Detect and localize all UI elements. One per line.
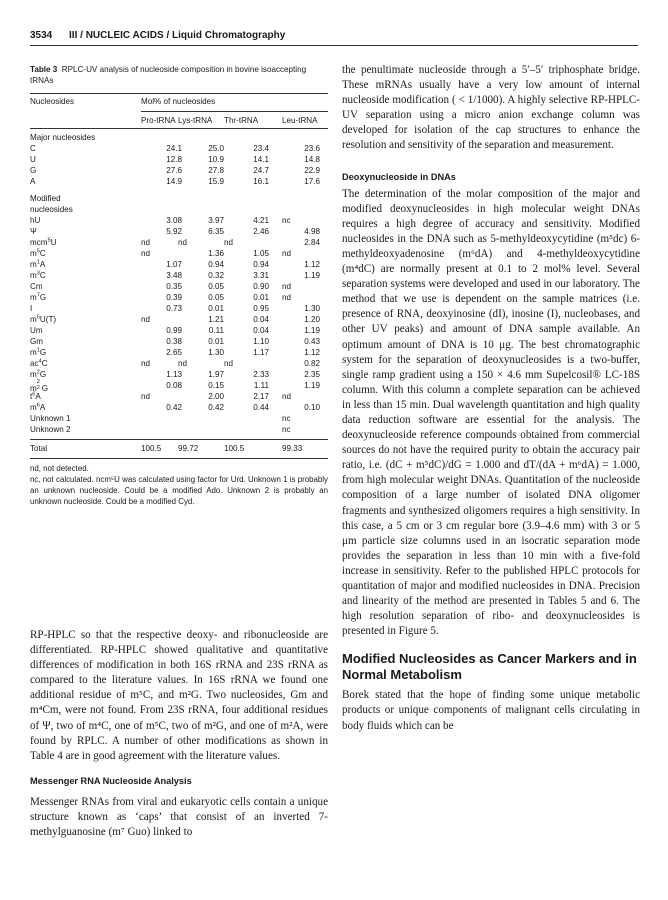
- nucleoside-name: Gm: [30, 337, 44, 346]
- table-row: [30, 154, 328, 165]
- table-cell: 1.21: [208, 315, 224, 324]
- name-suffix: C: [41, 359, 48, 368]
- footnote-nd: nd, not detected.: [30, 464, 89, 473]
- table-cell: 10.9: [208, 155, 224, 164]
- nucleoside-name: [30, 358, 48, 369]
- table-cell: 3.97: [208, 216, 224, 225]
- table-cell: 0.04: [253, 315, 269, 324]
- table-row: [30, 259, 328, 270]
- section-modified: [30, 193, 328, 204]
- name-prefix: m: [30, 384, 37, 393]
- name-superscript: 1: [36, 259, 40, 266]
- table-cell: 0.39: [166, 293, 182, 302]
- table-cell: nc: [282, 414, 291, 423]
- table-top-rule: [30, 93, 328, 94]
- right-paragraph-dna: The determination of the molar composition of the major and modified deoxynucleosides in high molecular weight DNAs requires a high degree of accuracy and sensitivity. Modified nucleosides in the DNA such as 5-methyldeoxycytidine (m⁵dc) 6-methyldeoxyadenosine (m⁶dA) and 4-methyldeoxycytidine (m⁴dC) are normally present at 0.1 to 2 mol% level. Several separation systems were developed and used in our laboratory. The method that we use is dependent on the sample matrices (i.e. presence of RNA, deoxyinosine (dI), inosine (I), nucleobases, and other UV peaks) and amount of DNA sample available. An optimum amount of DNA is 10 μg. The best chromatographic system for the separation of deoxynucleosides is a two-buffer, single ramp gradient using a 150 × 4.6 mm Supelcosil® LC-18S column. With this column a complete separation can be achieved in less than 15 min. Dual wavelength quantitation and high quality data reduction software are essential for the analysis. The deoxynucleoside reference compounds obtained from commercial sources do not have the required purity to obtain the accuracy pair ratio, i.e. (dC + m⁵dC)/dG = 1.000 and dT/(dA + m⁶dA) = 1.000, from high molecular weight DNAs. Quantitation of the nucleoside composition of a large number of isolated DNA oligomer fragments and synthesized oligomers requires a high sensitivity. In this case, a 5 cm or 3 cm regular bore (3.9–4.6 mm) with 3 or 5 μm particle size columns used in an isocratic separation mode provides the separation in less than 10 min with a five-fold increase in sensitivity. Refer to the published HPLC protocols for quantitation of major and modified nucleosides in DNA. Precision and linearity of the method are presented in Tables 5 and 6. The high resolution separation of ribo- and deoxynucleosides is presented in Figure 5.: [342, 187, 640, 638]
- table-row: [30, 237, 328, 248]
- table-cell: nd: [141, 249, 151, 258]
- table-cell: 16.1: [253, 177, 269, 186]
- table-cell: 0.32: [208, 271, 224, 280]
- table-row: [30, 402, 328, 413]
- name-superscript: 5: [36, 248, 40, 255]
- table-cell: 6.35: [208, 227, 224, 236]
- nucleoside-name: Unknown 2: [30, 425, 71, 434]
- table-cell: 2.17: [253, 392, 269, 401]
- total-value: 100.5: [141, 444, 162, 453]
- table-cell: 5.92: [166, 227, 182, 236]
- table-cell: nd: [141, 238, 151, 247]
- total-value: 100.5: [224, 444, 245, 453]
- table-row: [30, 248, 328, 259]
- table-row: [30, 424, 328, 435]
- table-cell: 4.21: [253, 216, 269, 225]
- header-bottom-rule: [30, 128, 328, 129]
- heading-cancer-markers: Modified Nucleosides as Cancer Markers and in Normal Metabolism: [342, 651, 637, 683]
- name-superscript: 5: [36, 314, 40, 321]
- header-rule: [30, 45, 638, 46]
- table-row: [30, 380, 328, 391]
- col-leu: Leu-tRNA: [282, 116, 318, 125]
- nucleoside-name: [30, 237, 57, 248]
- name-prefix: m: [30, 249, 37, 258]
- name-prefix: m: [30, 348, 37, 357]
- section-modified-label: Modified: [30, 194, 61, 203]
- table-cell: 23.6: [304, 144, 320, 153]
- table-footnotes: [30, 463, 328, 507]
- section-major: [30, 132, 328, 143]
- table-cell: nc: [282, 425, 291, 434]
- table-cell: 15.9: [208, 177, 224, 186]
- table-cell: 0.90: [253, 282, 269, 291]
- section-modified-cont-label: nucleosides: [30, 205, 73, 214]
- name-suffix: U(T): [39, 315, 57, 324]
- name-superscript: 3: [36, 270, 40, 277]
- table-caption-text: RPLC-UV analysis of nucleoside composition in bovine isoaccepting tRNAs: [30, 65, 307, 85]
- name-superscript: 6: [32, 391, 36, 398]
- name-suffix: G: [39, 348, 47, 357]
- nucleoside-name: [30, 248, 46, 259]
- table-cell: 0.95: [253, 304, 269, 313]
- table-cell: 0.42: [208, 403, 224, 412]
- nucleoside-name: [30, 259, 45, 270]
- col-nucleosides: Nucleosides: [30, 97, 75, 106]
- name-prefix: m: [30, 260, 37, 269]
- table-cell: 12.8: [166, 155, 182, 164]
- nucleoside-name: hU: [30, 216, 41, 225]
- table-cell: 22.9: [304, 166, 320, 175]
- table-cell: nd: [282, 249, 292, 258]
- nucleoside-name: [30, 391, 41, 402]
- table-cell: 1.11: [253, 381, 269, 390]
- table-cell: 0.01: [208, 304, 224, 313]
- name-suffix: C: [39, 271, 46, 280]
- nucleoside-name: U: [30, 155, 36, 164]
- nucleoside-name: [30, 270, 46, 281]
- name-superscript: 1: [36, 347, 40, 354]
- table-cell: 3.31: [253, 271, 269, 280]
- nucleoside-name: Ψ: [30, 227, 37, 236]
- left-paragraph-rrna: RP-HPLC so that the respective deoxy- and ribonucleoside are differentiated. RP-HPLC showed qualitative and quantitative differences of modification in both 16S rRNA and 23S rRNA as compared to the literature values. In 16S rRNA we found one additional residue of m⁵C, and m²G. Two nucleosides, Gm and m⁴Cm, were not found. From 23S rRNA, four additional residues of Ψ, two of m⁴C, one of m⁵C, two of m²G, and one of m²A, were found by RPLC. A number of other modifications as shown in Table 4 are in good agreement with the literature values.: [30, 629, 328, 762]
- table-row: [30, 143, 328, 154]
- table-cell: nc: [282, 216, 291, 225]
- table-row: [30, 292, 328, 303]
- nucleoside-name: G: [30, 166, 37, 175]
- nucleoside-name: I: [30, 304, 33, 313]
- page-number: 3534: [30, 30, 53, 41]
- name-superscript: 6: [36, 402, 40, 409]
- table-cell: 0.05: [208, 293, 224, 302]
- table-cell: 1.30: [208, 348, 224, 357]
- table-cell: 1.30: [304, 304, 320, 313]
- left-paragraph-mrna: Messenger RNAs from viral and eukaryotic cells contain a unique structure known as ‘caps’ that consist of an inverted 7-methylguanosine (m⁷ Guo) linked to: [30, 796, 328, 839]
- table-cell: 1.19: [304, 381, 320, 390]
- table-cell: 0.42: [166, 403, 182, 412]
- table-cell: 0.44: [253, 403, 269, 412]
- table-cell: 0.43: [304, 337, 320, 346]
- table-cell: 0.94: [208, 260, 224, 269]
- name-prefix: m: [30, 271, 37, 280]
- table-cell: 1.19: [304, 271, 320, 280]
- total-value: 99.33: [282, 444, 303, 453]
- table-cell: 0.04: [253, 326, 269, 335]
- nucleoside-name: C: [30, 144, 36, 153]
- table-cell: 0.05: [208, 282, 224, 291]
- name-superscript: 7: [36, 292, 40, 299]
- table-cell: 2.84: [304, 238, 320, 247]
- table-row: [30, 413, 328, 424]
- group-rule: [141, 111, 328, 112]
- name-subsup: 2 2: [36, 379, 40, 391]
- table-cell: 2.65: [166, 348, 182, 357]
- nucleoside-name: Um: [30, 326, 43, 335]
- name-prefix: mcm: [30, 238, 48, 247]
- table-cell: 1.12: [304, 260, 320, 269]
- name-suffix: G: [39, 370, 47, 379]
- table-body: [30, 132, 328, 435]
- table-cell: 14.9: [166, 177, 182, 186]
- table-caption: [30, 64, 328, 86]
- table-cell: nd: [282, 392, 292, 401]
- table-cell: 1.97: [208, 370, 224, 379]
- name-suffix: G: [41, 384, 49, 393]
- col-group-label: Mol% of nucleosides: [141, 97, 216, 106]
- name-prefix: t: [30, 392, 33, 401]
- table-cell: 0.35: [166, 282, 182, 291]
- name-prefix: m: [30, 403, 37, 412]
- table-cell: 2.33: [253, 370, 269, 379]
- table-cell: nd: [178, 238, 188, 247]
- table-cell: 17.6: [304, 177, 320, 186]
- name-superscript: 4: [38, 358, 42, 365]
- col-pro: Pro-tRNA: [141, 116, 176, 125]
- table-cell: 23.4: [253, 144, 269, 153]
- table-cell: 0.73: [166, 304, 182, 313]
- table-row: [30, 358, 328, 369]
- name-suffix: U: [50, 238, 57, 247]
- table-cell: 24.7: [253, 166, 269, 175]
- section-modified-cont: [30, 204, 328, 215]
- table-cell: 27.8: [208, 166, 224, 175]
- table-cell: 27.6: [166, 166, 182, 175]
- table-row: [30, 303, 328, 314]
- table-cell: 0.38: [166, 337, 182, 346]
- table-cell: 0.82: [304, 359, 320, 368]
- table-cell: 2.35: [304, 370, 320, 379]
- total-label: Total: [30, 444, 48, 453]
- table-cell: 1.12: [304, 348, 320, 357]
- nucleoside-name: [30, 292, 46, 303]
- table-cell: nd: [141, 359, 151, 368]
- footnote-nc: nc, not calculated. ncm⁵U was calculated using factor for Urd. Unknown 1 is probably an unknown nucleoside. Could be a modified Ado. Unknown 2 is probably an unknown nucleoside. Could be a modified Cyd.: [30, 475, 328, 506]
- name-suffix: A: [39, 260, 46, 269]
- table-row: [30, 215, 328, 226]
- name-suffix: C: [39, 249, 46, 258]
- table-row: [30, 176, 328, 187]
- table-cell: 1.17: [253, 348, 269, 357]
- table-cell: 1.10: [253, 337, 269, 346]
- name-prefix: m: [30, 315, 37, 324]
- table-cell: 1.36: [208, 249, 224, 258]
- table-row: [30, 325, 328, 336]
- table-cell: 1.07: [166, 260, 182, 269]
- nucleoside-name: [30, 347, 46, 358]
- table-bottom-rule: [30, 458, 328, 459]
- table-cell: 14.1: [253, 155, 269, 164]
- nucleoside-table: [30, 93, 328, 507]
- nucleoside-name: [30, 402, 45, 413]
- table-cell: 0.94: [253, 260, 269, 269]
- table-row: [30, 270, 328, 281]
- table-label: Table 3: [30, 65, 58, 74]
- section-major-label: Major nucleosides: [30, 133, 96, 142]
- table-cell: 3.08: [166, 216, 182, 225]
- table-cell: 2.00: [208, 392, 224, 401]
- table-cell: 1.19: [304, 326, 320, 335]
- table-cell: nd: [141, 392, 151, 401]
- heading-dna: Deoxynucleoside in DNAs: [342, 171, 456, 182]
- name-suffix: A: [35, 392, 41, 401]
- table-cell: nd: [224, 238, 234, 247]
- right-paragraph-borek: Borek stated that the hope of finding some unique metabolic products or unique components of malignant cells circulating in body fluids which can be: [342, 689, 640, 732]
- table-row: [30, 281, 328, 292]
- table-header-row-1: [30, 96, 328, 107]
- heading-mrna: Messenger RNA Nucleoside Analysis: [30, 776, 192, 786]
- name-superscript: 2: [36, 369, 40, 376]
- table-cell: 0.01: [253, 293, 269, 302]
- table-cell: 1.05: [253, 249, 269, 258]
- table-cell: 3.48: [166, 271, 182, 280]
- name-prefix: ac: [30, 359, 39, 368]
- table-cell: 0.15: [208, 381, 224, 390]
- name-superscript: 5: [47, 237, 51, 244]
- left-column: [30, 64, 328, 839]
- col-lys: Lys-tRNA: [178, 116, 213, 125]
- col-thr: Thr-tRNA: [224, 116, 259, 125]
- name-suffix: G: [39, 293, 47, 302]
- table-cell: 1.20: [304, 315, 320, 324]
- name-prefix: m: [30, 293, 37, 302]
- table-cell: 25.0: [208, 144, 224, 153]
- running-header: [30, 30, 638, 41]
- nucleoside-name: Cm: [30, 282, 43, 291]
- table-cell: 0.99: [166, 326, 182, 335]
- name-prefix: m: [30, 370, 37, 379]
- table-cell: nd: [178, 359, 188, 368]
- table-cell: 0.11: [208, 326, 224, 335]
- table-cell: 1.13: [166, 370, 182, 379]
- table-row: [30, 336, 328, 347]
- table-cell: nd: [282, 282, 292, 291]
- table-cell: 4.98: [304, 227, 320, 236]
- total-top-rule: [30, 439, 328, 440]
- name-suffix: A: [39, 403, 46, 412]
- table-cell: nd: [282, 293, 292, 302]
- running-title: III / NUCLEIC ACIDS / Liquid Chromatography: [69, 30, 286, 41]
- table-row: [30, 314, 328, 325]
- right-column: [342, 63, 640, 734]
- table-header-row-2: [30, 115, 328, 126]
- table-cell: 0.08: [166, 381, 182, 390]
- table-cell: 14.8: [304, 155, 320, 164]
- table-cell: 0.01: [208, 337, 224, 346]
- table-cell: 24.1: [166, 144, 182, 153]
- table-row: [30, 226, 328, 237]
- table-row: [30, 165, 328, 176]
- nucleoside-name: Unknown 1: [30, 414, 71, 423]
- table-cell: nd: [141, 315, 151, 324]
- table-total-row: [30, 443, 328, 454]
- nucleoside-name: A: [30, 177, 36, 186]
- right-paragraph-caps: the penultimate nucleoside through a 5′–5′ triphosphate bridge. These mRNAs usually have a very low amount of internal nucleoside modification ( < 1/1000). A highly selective RP-HPLC-UV separation using a micro anion exchange column was developed for isolation of the cap structures to enhance the resolution and sensitivity of the separation and measurement.: [342, 64, 640, 152]
- table-cell: nd: [224, 359, 234, 368]
- table-row: [30, 369, 328, 380]
- nucleoside-name: [30, 314, 56, 325]
- table-row: [30, 391, 328, 402]
- table-row: [30, 347, 328, 358]
- table-cell: 2.46: [253, 227, 269, 236]
- table-cell: 0.10: [304, 403, 320, 412]
- total-value: 99.72: [178, 444, 199, 453]
